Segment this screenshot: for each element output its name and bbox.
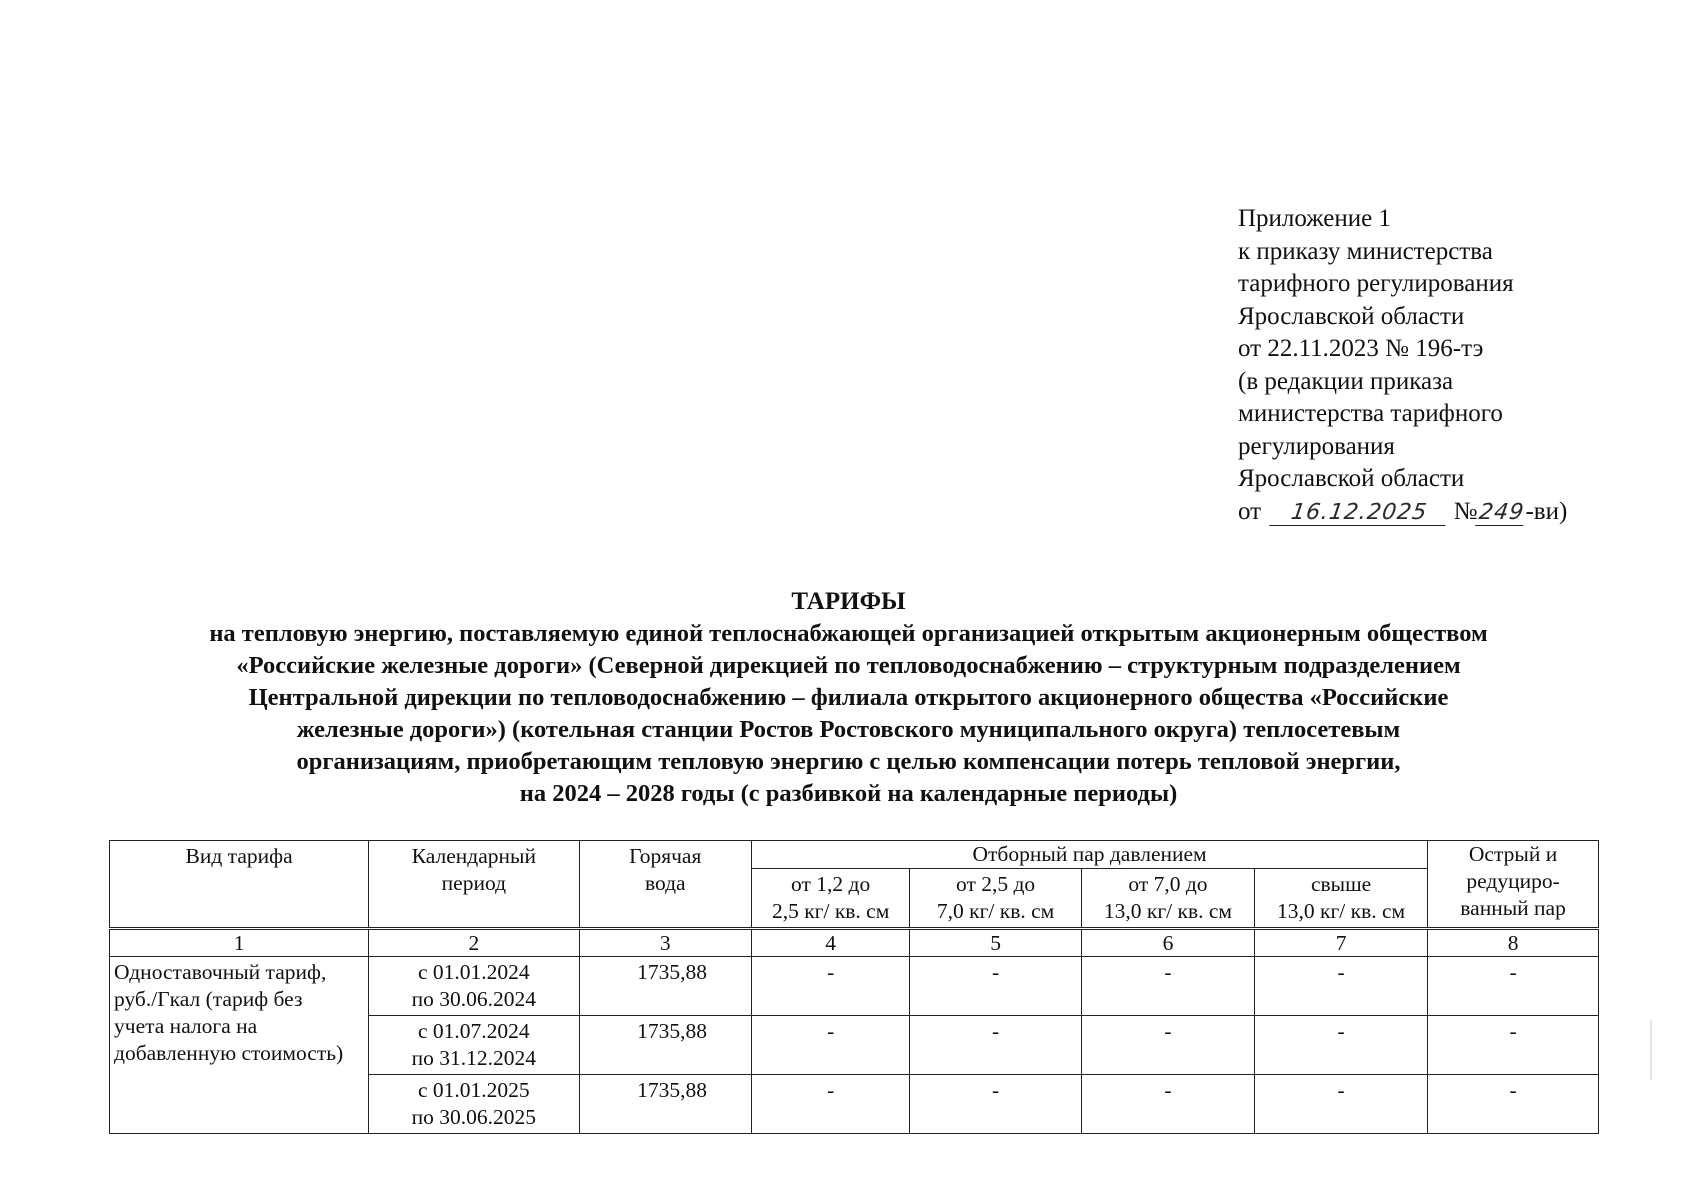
pressure-1-cell: - (752, 1075, 910, 1134)
header-sharp-steam (1428, 841, 1599, 929)
header-pressure-line: 13,0 кг/ кв. см (1277, 899, 1406, 923)
period-to: по 31.12.2024 (411, 1046, 537, 1070)
title-line: «Российские железные дороги» (Северной дирекцией по тепловодоснабжению – структурным подразделением (236, 652, 1461, 679)
header-pressure-line: 2,5 кг/ кв. см (771, 899, 890, 923)
header-row (110, 841, 1599, 869)
header-tariff-type: Вид тарифа (110, 841, 369, 929)
hot-water-cell: 1735,88 (579, 1016, 751, 1075)
hot-water-cell: 1735,88 (579, 957, 751, 1016)
header-pressure-1 (752, 869, 910, 929)
period-cell (369, 1075, 579, 1134)
document-title (100, 586, 1597, 810)
period-cell (369, 1016, 579, 1075)
appendix-line: от 22.11.2023 № 196-тэ (1238, 335, 1484, 362)
header-period (369, 841, 579, 929)
pressure-4-cell: - (1255, 957, 1428, 1016)
appendix-prefix: от (1238, 497, 1262, 525)
sharp-steam-cell: - (1428, 957, 1599, 1016)
header-period-line: период (441, 871, 507, 895)
pressure-1-cell: - (752, 957, 910, 1016)
number-sign: № (1453, 497, 1478, 525)
period-to: по 30.06.2024 (411, 987, 537, 1011)
pressure-3-cell: - (1081, 1016, 1254, 1075)
header-hot-water-line: вода (644, 871, 686, 895)
header-steam-group: Отборный пар давлением (752, 841, 1428, 869)
header-pressure-line: от 2,5 до (956, 872, 1036, 896)
header-pressure-4 (1255, 869, 1428, 929)
pressure-4-cell: - (1255, 1075, 1428, 1134)
title-line: на тепловую энергию, поставляемую единой теплоснабжающей организацией открытым акционерным обществом (209, 620, 1488, 647)
period-from: с 01.01.2024 (418, 960, 530, 984)
column-number: 7 (1255, 929, 1428, 957)
pressure-1-cell: - (752, 1016, 910, 1075)
title-line: на 2024 – 2028 годы (с разбивкой на календарные периоды) (519, 780, 1178, 807)
title-heading: ТАРИФЫ (791, 588, 906, 615)
column-number: 4 (752, 929, 910, 957)
header-pressure-line: от 7,0 до (1128, 872, 1208, 896)
scan-artifact (1650, 1020, 1652, 1080)
tariff-table (109, 840, 1599, 1134)
appendix-line: (в редакции приказа (1238, 367, 1454, 395)
header-pressure-line: 7,0 кг/ кв. см (936, 899, 1055, 923)
appendix-line: к приказу министерства (1238, 237, 1493, 265)
column-number: 6 (1081, 929, 1254, 957)
period-from: с 01.07.2024 (418, 1019, 530, 1043)
pressure-4-cell: - (1255, 1016, 1428, 1075)
appendix-amendment-line (1238, 496, 1658, 529)
header-pressure-line: 13,0 кг/ кв. см (1103, 899, 1233, 923)
header-pressure-3 (1081, 869, 1254, 929)
appendix-line: тарифного регулирования (1238, 270, 1514, 297)
header-sharp-line: редуциро- (1466, 869, 1560, 893)
header-hot-water (579, 841, 751, 929)
appendix-line: министерства тарифного (1238, 400, 1503, 427)
pressure-2-cell: - (910, 957, 1082, 1016)
column-number: 3 (579, 929, 751, 957)
column-number: 1 (110, 929, 369, 957)
header-sharp-line: ванный пар (1460, 896, 1566, 920)
column-number: 8 (1428, 929, 1599, 957)
pressure-3-cell: - (1081, 1075, 1254, 1134)
header-pressure-2 (910, 869, 1082, 929)
header-sharp-line: Острый и (1468, 842, 1558, 866)
period-to: по 30.06.2025 (411, 1105, 537, 1129)
handwritten-date: 16.12.2025 (1270, 501, 1450, 526)
hot-water-cell: 1735,88 (579, 1075, 751, 1134)
table-row (110, 957, 1599, 1016)
period-from: с 01.01.2025 (418, 1078, 530, 1102)
pressure-3-cell: - (1081, 957, 1254, 1016)
appendix-line: регулирования (1238, 432, 1395, 460)
appendix-block (1238, 203, 1658, 528)
tariff-label-line: Одноставочный тариф, (114, 960, 327, 984)
column-number: 2 (369, 929, 579, 957)
header-pressure-line: свыше (1310, 872, 1372, 896)
header-hot-water-line: Горячая (629, 844, 702, 868)
appendix-line: Ярославской области (1238, 302, 1465, 330)
pressure-2-cell: - (910, 1016, 1082, 1075)
title-line: организациям, приобретающим тепловую энергию с целью компенсации потерь тепловой энергии, (296, 748, 1401, 775)
pressure-2-cell: - (910, 1075, 1082, 1134)
tariff-label (110, 957, 369, 1134)
header-pressure-line: от 1,2 до (791, 872, 871, 896)
tariff-label-line: руб./Гкал (тариф без (114, 987, 303, 1011)
title-line: железные дороги») (котельная станции Ростов Ростовского муниципального округа) теплосетевым (296, 716, 1401, 743)
column-number-row (110, 929, 1599, 957)
period-cell (369, 957, 579, 1016)
tariff-label-line: добавленную стоимость) (114, 1041, 344, 1065)
title-line: Центральной дирекции по тепловодоснабжению – филиала открытого акционерного общества «Российские (248, 684, 1449, 711)
header-period-line: Календарный (411, 844, 536, 868)
appendix-line: Приложение 1 (1238, 205, 1391, 232)
appendix-suffix: -ви) (1525, 497, 1568, 525)
column-number: 5 (910, 929, 1082, 957)
handwritten-number: 249 (1476, 501, 1528, 526)
sharp-steam-cell: - (1428, 1075, 1599, 1134)
appendix-line: Ярославской области (1238, 465, 1465, 492)
tariff-label-line: учета налога на (114, 1014, 258, 1038)
sharp-steam-cell: - (1428, 1016, 1599, 1075)
